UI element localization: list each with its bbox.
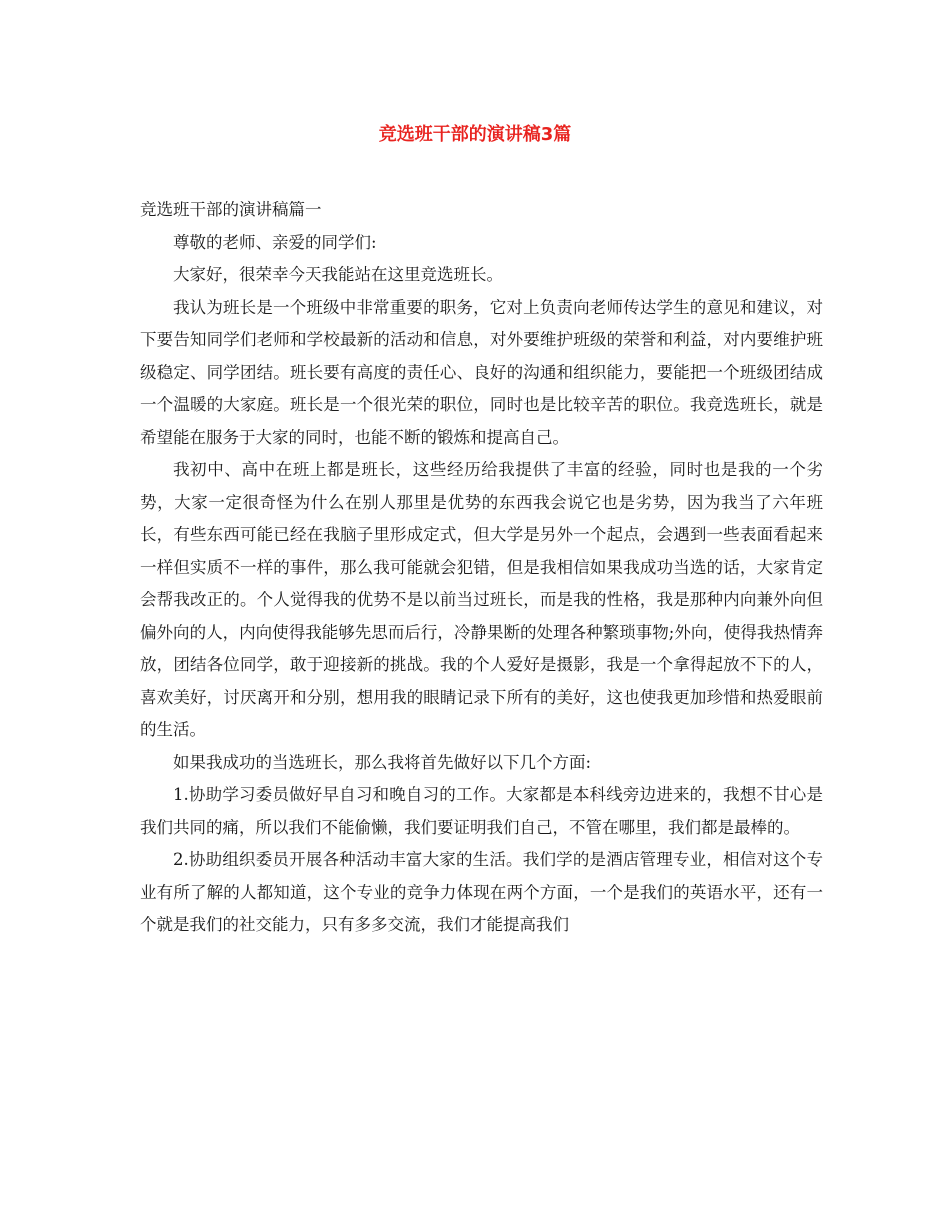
section-heading: 竞选班干部的演讲稿篇一 [140,200,322,219]
paragraph-role: 我认为班长是一个班级中非常重要的职务，它对上负责向老师传达学生的意见和建议，对下要告知同学们老师和学校最新的活动和信息，对外要维护班级的荣誉和利益，对内要维护班级稳定、同学团结。班长要有高度的责任心、良好的沟通和组织能力，要能把一个班级团结成一个温暖的大家庭。班长是一个很光荣的职位，同时也是比较辛苦的职位。我竞选班长，就是希望能在服务于大家的同时，也能不断的锻炼和提高自己。 [140,297,823,447]
paragraph-greeting: 大家好，很荣幸今天我能站在这里竞选班长。 [173,265,503,284]
paragraph-plan-intro: 如果我成功的当选班长，那么我将首先做好以下几个方面: [173,752,592,772]
document-body [140,194,823,942]
paragraph-salutation: 尊敬的老师、亲爱的同学们: [173,232,377,252]
document-title: 竞选班干部的演讲稿3篇 [378,124,572,145]
paragraph-plan-item-2: 2.协助组织委员开展各种活动丰富大家的生活。我们学的是酒店管理专业，相信对这个专业有所了解的人都知道，这个专业的竞争力体现在两个方面，一个是我们的英语水平，还有一个就是我们的社交能力，只有多多交流，我们才能提高我们 [140,850,823,934]
paragraph-experience: 我初中、高中在班上都是班长，这些经历给我提供了丰富的经验，同时也是我的一个劣势，大家一定很奇怪为什么在别人那里是优势的东西我会说它也是劣势，因为我当了六年班长，有些东西可能已经在我脑子里形成定式，但大学是另外一个起点，会遇到一些表面看起来一样但实质不一样的事件，那么我可能就会犯错，但是我相信如果我成功当选的话，大家肯定会帮我改正的。个人觉得我的优势不是以前当过班长，而是我的性格，我是那种内向兼外向但偏外向的人，内向使得我能够先思而后行，冷静果断的处理各种繁琐事物;外向，使得我热情奔放，团结各位同学，敢于迎接新的挑战。我的个人爱好是摄影，我是一个拿得起放不下的人，喜欢美好，讨厌离开和分别，想用我的眼睛记录下所有的美好，这也使我更加珍惜和热爱眼前的生活。 [140,460,823,739]
paragraph-plan-item-1: 1.协助学习委员做好早自习和晚自习的工作。大家都是本科线旁边进来的，我想不甘心是我们共同的痛，所以我们不能偷懒，我们要证明我们自己，不管在哪里，我们都是最棒的。 [140,785,823,837]
